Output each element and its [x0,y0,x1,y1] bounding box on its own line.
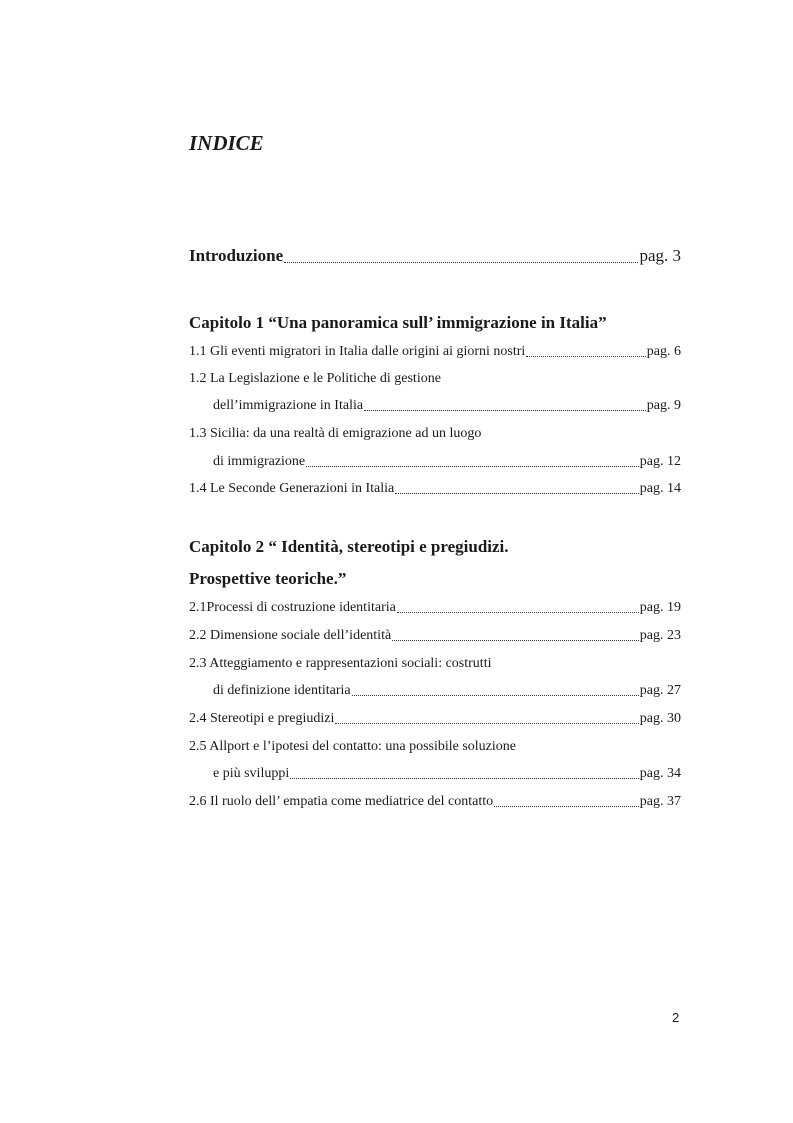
dot-leader [392,640,639,641]
toc-entry-1-3[interactable] [213,454,681,470]
toc-entry-2-1[interactable] [189,600,681,616]
toc-entry-text: e più sviluppi [213,766,290,781]
toc-page-ref: pag. 3 [639,246,681,265]
toc-entry-1-3-line1: 1.3 Sicilia: da una realtà di emigrazione ad un luogo [189,426,482,441]
dot-leader [526,356,645,357]
toc-entry-text: 1.4 Le Seconde Generazioni in Italia [189,481,395,496]
toc-entry-2-3[interactable] [213,683,681,699]
dot-leader [395,493,639,494]
dot-leader [335,723,638,724]
toc-entry-1-2-line1: 1.2 La Legislazione e le Politiche di gestione [189,371,441,386]
toc-page-ref: pag. 30 [639,711,681,726]
toc-entry-1-1[interactable] [189,344,681,360]
toc-entry-text: 2.1Processi di costruzione identitaria [189,600,396,615]
toc-entry-text: dell’immigrazione in Italia [213,398,364,413]
toc-entry-2-2[interactable] [189,628,681,644]
page-title: INDICE [189,131,264,155]
toc-entry-2-5-line1: 2.5 Allport e l’ipotesi del contatto: una possibile soluzione [189,739,517,754]
toc-page-ref: pag. 14 [639,481,681,496]
dot-leader [364,410,646,411]
toc-entry-text: di definizione identitaria [213,683,351,698]
toc-entry-introduzione[interactable] [189,246,681,266]
toc-page-ref: pag. 27 [639,683,681,698]
toc-page-ref: pag. 37 [639,794,681,809]
toc-entry-text: 1.1 Gli eventi migratori in Italia dalle origini ai giorni nostri [189,344,526,359]
chapter-1-heading: Capitolo 1 “Una panoramica sull’ immigrazione in Italia” [189,313,607,332]
toc-page-ref: pag. 19 [639,600,681,615]
dot-leader [306,466,639,467]
toc-page-ref: pag. 23 [639,628,681,643]
toc-entry-2-3-line1: 2.3 Atteggiamento e rappresentazioni sociali: costrutti [189,656,492,671]
dot-leader [352,695,639,696]
toc-page-ref: pag. 6 [646,344,681,359]
toc-page-ref: pag. 34 [639,766,681,781]
toc-entry-text: di immigrazione [213,454,306,469]
toc-entry-1-2[interactable] [213,398,681,414]
toc-entry-text: Introduzione [189,246,284,265]
chapter-2-heading-line2: Prospettive teoriche.” [189,569,347,588]
dot-leader [290,778,639,779]
toc-page-ref: pag. 12 [639,454,681,469]
toc-entry-2-5[interactable] [213,766,681,782]
toc-page-ref: pag. 9 [646,398,681,413]
toc-entry-text: 2.2 Dimensione sociale dell’identità [189,628,392,643]
toc-entry-2-4[interactable] [189,711,681,727]
toc-entry-text: 2.4 Stereotipi e pregiudizi [189,711,335,726]
chapter-2-heading-line1: Capitolo 2 “ Identità, stereotipi e pregiudizi. [189,537,509,556]
dot-leader [284,262,638,263]
toc-entry-2-6[interactable] [189,794,681,810]
toc-entry-text: 2.6 Il ruolo dell’ empatia come mediatrice del contatto [189,794,494,809]
dot-leader [397,612,639,613]
toc-entry-1-4[interactable] [189,481,681,497]
dot-leader [494,806,639,807]
page-number: 2 [672,1010,680,1025]
